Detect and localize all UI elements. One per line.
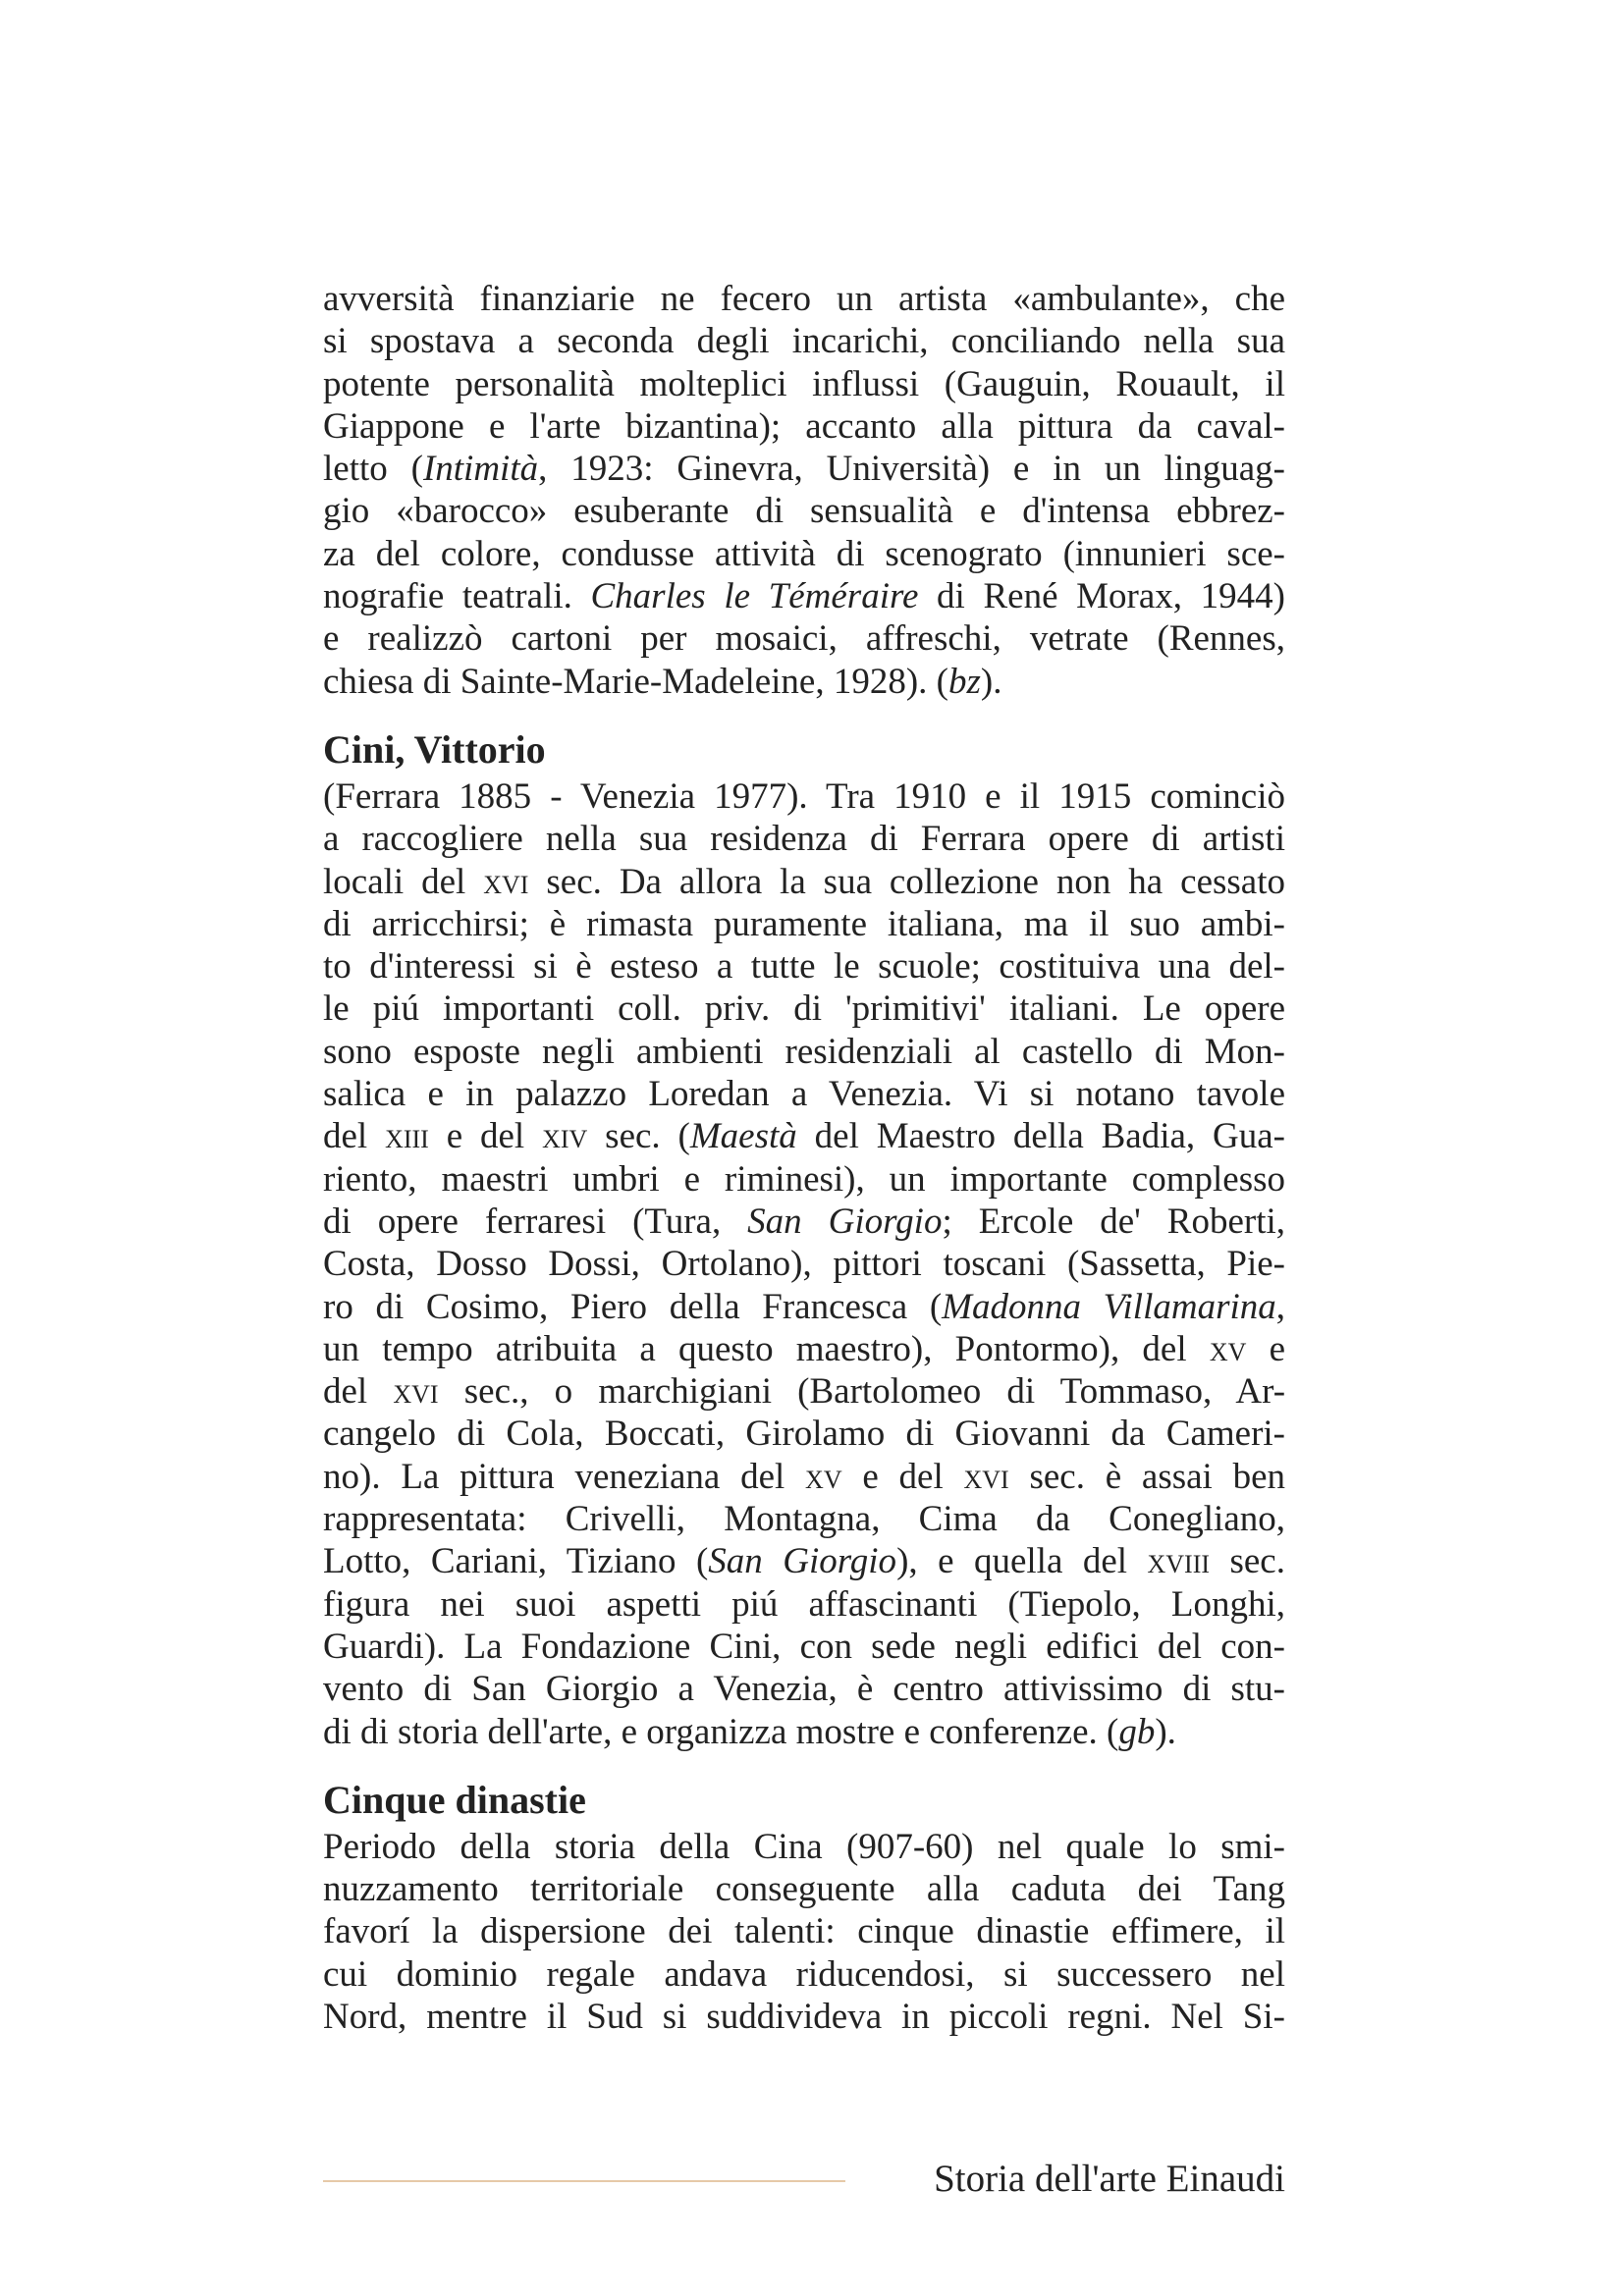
entry-body xyxy=(323,775,1285,1753)
text-line: cui dominio regale andava riducendosi, si successero nel xyxy=(323,1953,1285,1995)
text-line: Guardi). La Fondazione Cini, con sede negli edifici del con- xyxy=(323,1626,1285,1667)
text-line: nuzzamento territoriale conseguente alla caduta dei Tang xyxy=(323,1869,1285,1910)
text-line: favorí la dispersione dei talenti: cinque dinastie effimere, il xyxy=(323,1911,1285,1952)
text-line: cangelo di Cola, Boccati, Girolamo di Giovanni da Cameri- xyxy=(323,1414,1285,1455)
entry xyxy=(323,726,1285,1753)
text-line: Giappone e l'arte bizantina); accanto alla pittura da caval- xyxy=(323,405,1285,447)
text-line: gio «barocco» esuberante di sensualità e d'intensa ebbrez- xyxy=(323,491,1285,532)
text-line: Periodo della storia della Cina (907-60) nel quale lo smi- xyxy=(323,1826,1285,1867)
text-line: chiesa di Sainte-Marie-Madeleine, 1928). (bz). xyxy=(323,661,1002,702)
text-line: vento di San Giorgio a Venezia, è centro attivissimo di stu- xyxy=(323,1669,1285,1710)
text-line: di opere ferraresi (Tura, San Giorgio; Ercole de' Roberti, xyxy=(323,1201,1286,1242)
entry-heading: Cini, Vittorio xyxy=(323,726,546,772)
text-line: di arricchirsi; è rimasta puramente italiana, ma il suo ambi- xyxy=(323,903,1285,944)
text-line: rappresentata: Crivelli, Montagna, Cima da Conegliano, xyxy=(323,1499,1285,1540)
text-line: avversità finanziarie ne fecero un artista «ambulante», che xyxy=(323,279,1285,319)
footer-divider xyxy=(323,2180,845,2182)
text-line: sono esposte negli ambienti residenziali al castello di Mon- xyxy=(323,1031,1285,1072)
text-line: letto (Intimità, 1923: Ginevra, Università) e in un linguag- xyxy=(323,449,1285,490)
text-line: riento, maestri umbri e riminesi), un importante complesso xyxy=(323,1158,1285,1200)
text-line: si spostava a seconda degli incarichi, conciliando nella sua xyxy=(323,321,1285,362)
footer-title: Storia dell'arte Einaudi xyxy=(934,2158,1285,2200)
text-line: figura nei suoi aspetti piú affascinanti (Tiepolo, Longhi, xyxy=(323,1583,1285,1625)
entries-list xyxy=(323,726,1285,2038)
text-line: a raccogliere nella sua residenza di Ferrara opere di artisti xyxy=(323,819,1285,860)
text-line: nografie teatrali. Charles le Téméraire di René Morax, 1944) xyxy=(323,576,1285,617)
entry-heading: Cinque dinastie xyxy=(323,1777,586,1822)
intro-paragraph xyxy=(323,278,1285,703)
text-line: del xiii e del xiv sec. (Maestà del Maestro della Badia, Gua- xyxy=(323,1116,1286,1157)
text-line: to d'interessi si è esteso a tutte le scuole; costituiva una del- xyxy=(323,946,1285,988)
text-line: Lotto, Cariani, Tiziano (San Giorgio), e quella del xviii sec. xyxy=(323,1541,1285,1582)
text-line: ro di Cosimo, Piero della Francesca (Madonna Villamarina, xyxy=(323,1286,1285,1327)
entry xyxy=(323,1777,1285,2038)
text-line: le piú importanti coll. priv. di 'primitivi' italiani. Le opere xyxy=(323,988,1285,1030)
text-line: salica e in palazzo Loredan a Venezia. Vi si notano tavole xyxy=(323,1074,1285,1115)
text-line: potente personalità molteplici influssi (Gauguin, Rouault, il xyxy=(323,363,1285,404)
text-line: Costa, Dosso Dossi, Ortolano), pittori toscani (Sassetta, Pie- xyxy=(323,1244,1285,1285)
text-line: Nord, mentre il Sud si suddivideva in piccoli regni. Nel Si- xyxy=(323,1996,1285,2037)
text-line: del xvi sec., o marchigiani (Bartolomeo di Tommaso, Ar- xyxy=(323,1371,1286,1413)
text-line: no). La pittura veneziana del xv e del xvi sec. è assai ben xyxy=(323,1456,1285,1497)
text-line: za del colore, condusse attività di scenograto (innunieri sce- xyxy=(323,533,1285,574)
text-column xyxy=(323,278,1285,2038)
entry-body xyxy=(323,1826,1285,2038)
text-line: e realizzò cartoni per mosaici, affreschi, vetrate (Rennes, xyxy=(323,618,1285,660)
text-line: un tempo atribuita a questo maestro), Pontormo), del xv e xyxy=(323,1328,1285,1369)
text-line: locali del xvi sec. Da allora la sua collezione non ha cessato xyxy=(323,861,1285,902)
text-line: di di storia dell'arte, e organizza mostre e conferenze. (gb). xyxy=(323,1711,1176,1752)
text-line: (Ferrara 1885 - Venezia 1977). Tra 1910 e il 1915 cominciò xyxy=(323,775,1285,817)
